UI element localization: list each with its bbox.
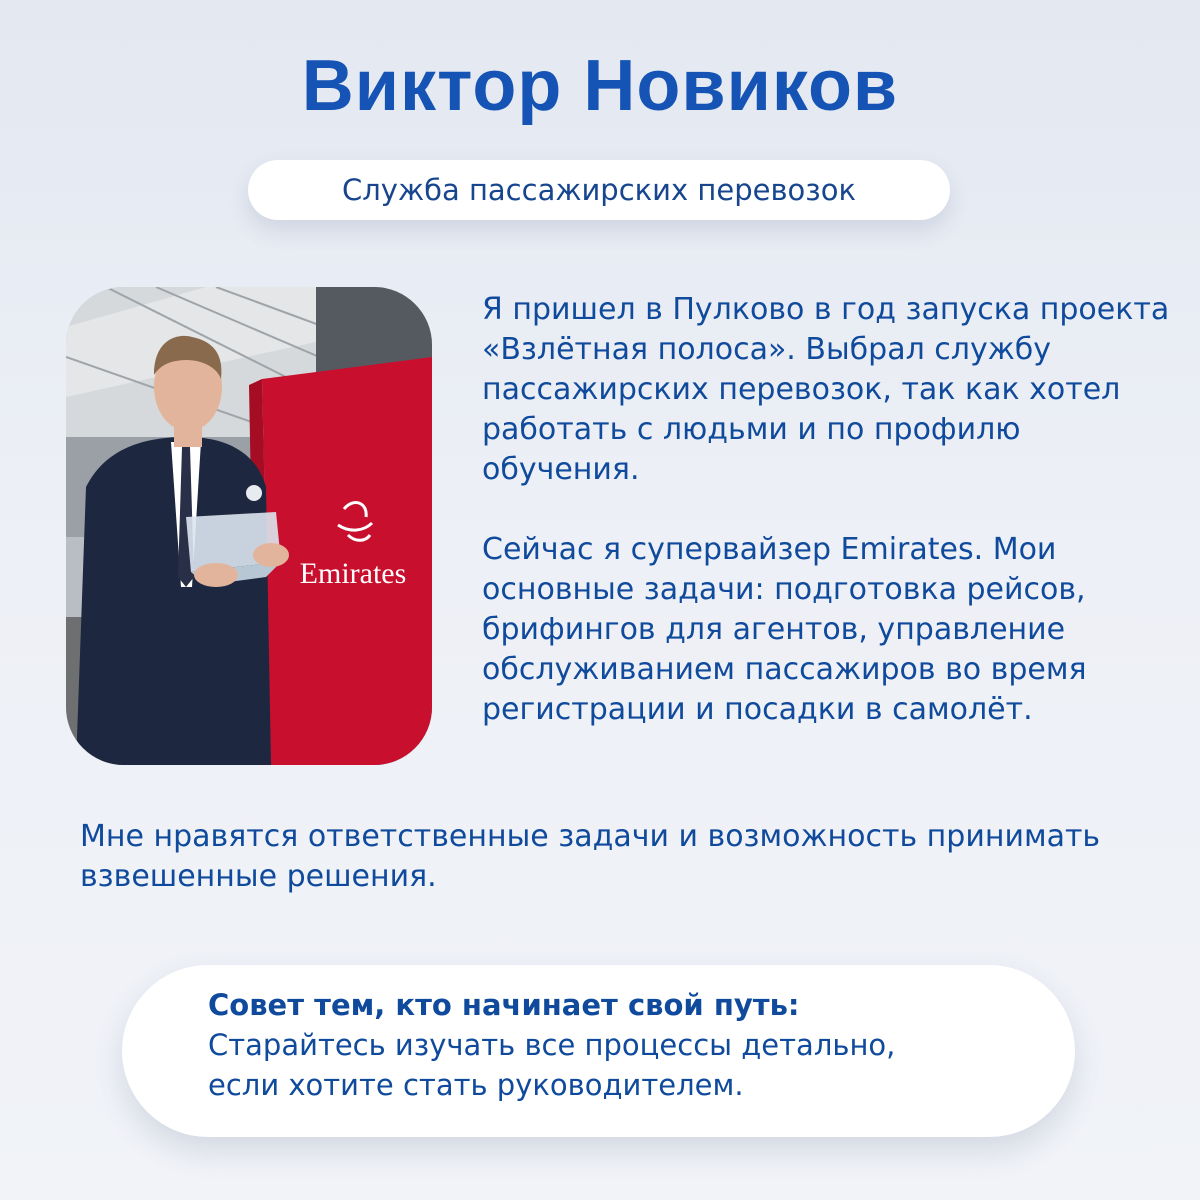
advice-content <box>208 985 895 1105</box>
profile-photo <box>66 287 432 765</box>
advice-heading: Совет тем, кто начинает свой путь: <box>208 988 800 1022</box>
advice-line: Старайтесь изучать все процессы детально, <box>208 1028 896 1062</box>
advice-line: если хотите стать руководителем. <box>208 1068 744 1102</box>
quote-text: Мне нравятся ответственные задачи и возможность принимать взвешенные решения. <box>80 819 1101 894</box>
department-label: Служба пассажирских перевозок <box>342 173 856 207</box>
department-badge <box>248 160 950 220</box>
bio-paragraph: Сейчас я супервайзер Emirates. Мои основные задачи: подготовка рейсов, брифингов для агентов, управление обслуживанием пассажиров во время регистрации и посадки в самолёт. <box>482 532 1087 727</box>
bio-text <box>482 290 1172 730</box>
bio-paragraph: Я пришел в Пулково в год запуска проекта «Взлётная полоса». Выбрал службу пассажирских перевозок, так как хотел работать с людьми и по профилю обучения. <box>482 292 1170 487</box>
page-title: Виктор Новиков <box>301 46 899 126</box>
photo-illustration <box>66 287 432 765</box>
advice-card <box>122 965 1075 1137</box>
sign-emirates-text: Emirates <box>299 557 407 590</box>
